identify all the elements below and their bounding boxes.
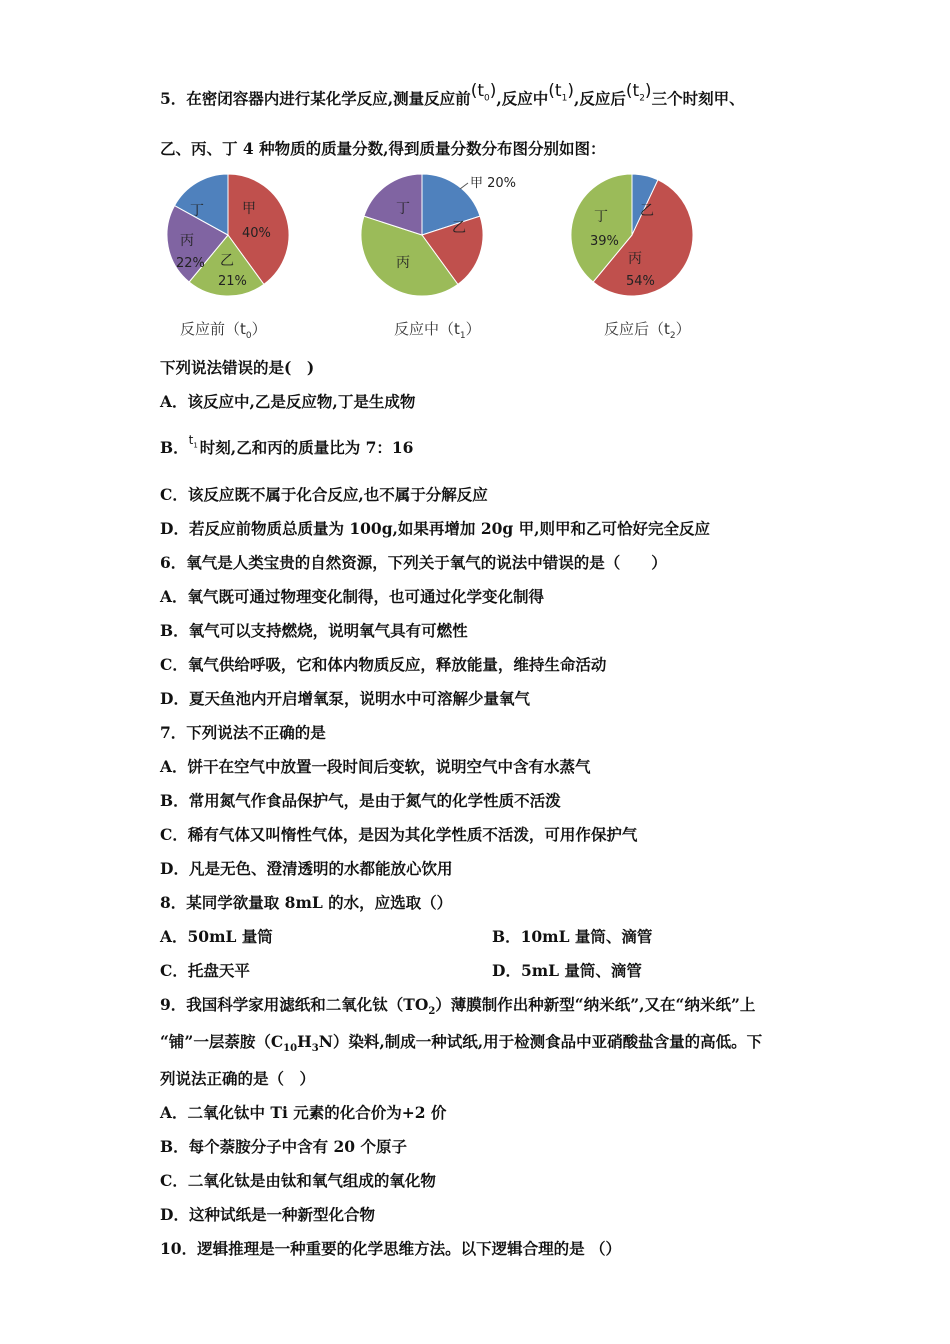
pie-label-2-2: 丁	[594, 209, 608, 225]
q7-option-d: D．凡是无色、澄清透明的水都能放心饮用	[160, 859, 453, 878]
pie-label-1-2: 丙	[396, 255, 410, 271]
t1-small-symbol: t1	[188, 433, 198, 450]
q8-option-b: B．10mL 量筒、滴管	[492, 927, 653, 946]
q9-stem-line3: 列说法正确的是（ ）	[160, 1069, 316, 1088]
pie-caption-before: 反应前$(t_0)$	[180, 320, 267, 341]
q6-stem: 6．氧气是人类宝贵的自然资源，下列关于氧气的说法中错误的是（ ）	[160, 553, 667, 572]
q7-option-a: A．饼干在空气中放置一段时间后变软，说明空气中含有水蒸气	[160, 757, 591, 776]
pie-callout-label: 甲 20%	[470, 176, 517, 191]
q5-option-a: A．该反应中,乙是反应物,丁是生成物	[160, 392, 416, 411]
q9-option-b: B．每个萘胺分子中含有 20 个原子	[160, 1137, 407, 1156]
pie-label-0-3: 丁	[190, 203, 204, 219]
t2-symbol: $(t_2)$	[625, 81, 652, 104]
q9-stem-line1: 9．我国科学家用滤纸和二氧化钛$(TO_2)$薄膜制作出种新型“纳米纸”,又在“纳米纸”上	[160, 995, 756, 1018]
q5-option-d: D．若反应前物质总质量为 100g,如果再增加 20g 甲,则甲和乙可恰好完全反应	[160, 519, 711, 538]
q5-text-d: 三个时刻甲、	[651, 89, 745, 108]
q8-option-a: A．50mL 量筒	[160, 927, 273, 946]
q5-text-a: 5．在密闭容器内进行某化学反应,测量反应前	[160, 89, 471, 108]
q6-option-d: D．夏天鱼池内开启增氧泵，说明水中可溶解少量氧气	[160, 689, 530, 708]
t0-symbol: $(t_0)$	[470, 81, 497, 104]
t1-symbol: $(t_1)$	[548, 81, 574, 104]
pie-before	[167, 174, 289, 296]
q9-stem-line2: “铺”一层萘胺$(C_{10}H_3N)$染料,制成一种试纸,用于检测食品中亚硝酸盐含量的高低。下	[160, 1032, 763, 1055]
q6-option-a: A．氧气既可通过物理变化制得，也可通过化学变化制得	[160, 587, 545, 606]
pie-value-2-1: 54%	[626, 274, 655, 289]
pie-callout-line	[460, 183, 468, 189]
pie-label-0-2: 丙	[180, 233, 194, 249]
pie-caption-after: 反应后$(t_2)$	[604, 320, 691, 341]
pie-label-2-0: 乙	[640, 203, 654, 219]
q6-option-c: C．氧气供给呼吸，它和体内物质反应，释放能量，维持生命活动	[160, 655, 607, 674]
pie-middle	[361, 174, 516, 296]
q5-stem-line2: 乙、丙、丁 4 种物质的质量分数,得到质量分数分布图分别如图：	[160, 139, 606, 158]
q5-text-b: ,反应中	[496, 89, 549, 108]
pie-charts	[160, 172, 800, 312]
pie-caption-middle: 反应中$(t_1)$	[394, 320, 481, 341]
q9-option-c: C．二氧化钛是由钛和氧气组成的氧化物	[160, 1171, 436, 1190]
q8-option-d: D．5mL 量筒、滴管	[492, 961, 642, 980]
q8-stem: 8．某同学欲量取 8mL 的水，应选取（）	[160, 893, 453, 912]
q7-option-b: B．常用氮气作食品保护气，是由于氮气的化学性质不活泼	[160, 791, 561, 810]
q5-question: 下列说法错误的是( )	[160, 358, 315, 377]
q6-option-b: B．氧气可以支持燃烧，说明氧气具有可燃性	[160, 621, 468, 640]
pie-label-1-1: 乙	[452, 220, 466, 236]
pie-value-0-2: 22%	[176, 256, 205, 271]
q9-option-a: A．二氧化钛中 Ti 元素的化合价为+2 价	[160, 1103, 447, 1122]
q5-option-c: C．该反应既不属于化合反应,也不属于分解反应	[160, 485, 488, 504]
pie-label-1-3: 丁	[396, 201, 410, 217]
pie-label-2-1: 丙	[628, 251, 642, 267]
pie-value-0-1: 21%	[218, 274, 247, 289]
q5-stem-line1	[160, 81, 745, 117]
q5-text-c: ,反应后	[573, 89, 626, 108]
pie-value-0-0: 40%	[242, 226, 271, 241]
q7-stem: 7．下列说法不正确的是	[160, 723, 326, 742]
q5-option-b: B．$^{t_1}$ 时刻,乙和丙的质量比为 7：16	[160, 433, 414, 457]
q7-option-c: C．稀有气体又叫惰性气体，是因为其化学性质不活泼，可用作保护气	[160, 825, 638, 844]
pie-after	[571, 174, 693, 296]
pie-label-0-1: 乙	[220, 253, 234, 269]
q9-option-d: D．这种试纸是一种新型化合物	[160, 1205, 375, 1224]
pie-label-0-0: 甲	[242, 201, 256, 217]
q8-option-c: C．托盘天平	[160, 961, 250, 980]
q10-stem: 10．逻辑推理是一种重要的化学思维方法。以下逻辑合理的是 （）	[160, 1239, 621, 1258]
pie-value-2-2: 39%	[590, 234, 619, 249]
